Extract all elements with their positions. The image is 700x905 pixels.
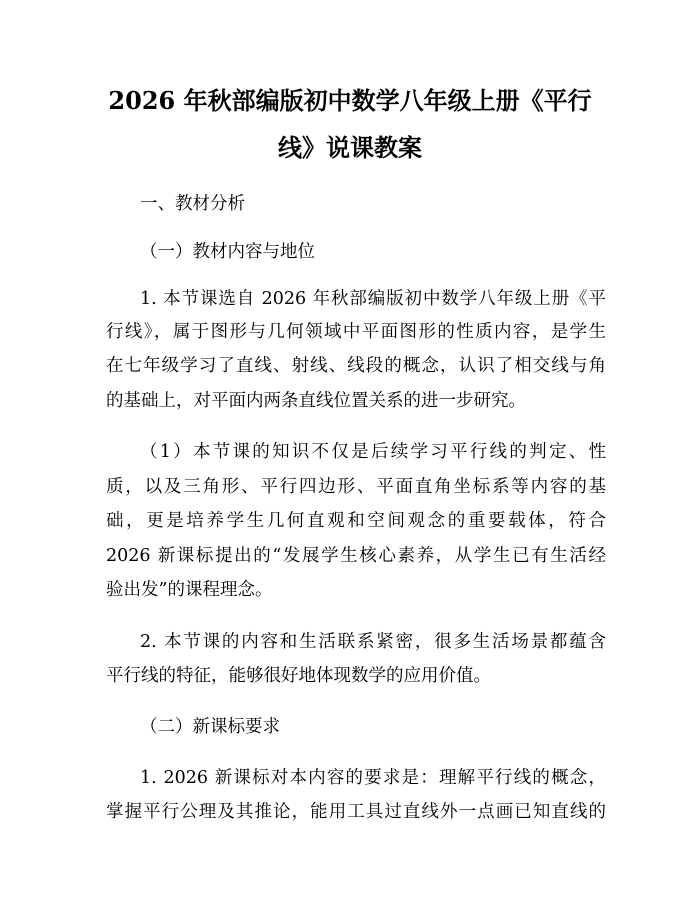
subsection-heading-curriculum-standards: （二）新课标要求 [140, 717, 280, 737]
paragraph-4-line-1: 1. 2026 新课标对本内容的要求是：理解平行线的概念， [140, 768, 606, 788]
section-heading-textbook-analysis: 一、教材分析 [140, 194, 245, 214]
paragraph-1-line-4: 的基础上，对平面内两条直线位置关系的进一步研究。 [106, 391, 526, 411]
paragraph-1-line-2: 行线》，属于图形与几何领域中平面图形的性质内容，是学生 [106, 322, 606, 342]
document-title-line-1: 2026 年秋部编版初中数学八年级上册《平行 [108, 86, 592, 115]
paragraph-2-line-2: 质，以及三角形、平行四边形、平面直角坐标系等内容的基 [106, 477, 606, 497]
paragraph-3-line-1: 2. 本节课的内容和生活联系紧密，很多生活场景都蕴含 [140, 632, 606, 652]
paragraph-2-line-1: （1）本节课的知识不仅是后续学习平行线的判定、性 [140, 442, 606, 462]
paragraph-3-line-2: 平行线的特征，能够很好地体现数学的应用价值。 [106, 666, 491, 686]
paragraph-2-line-4: 2026 新课标提出的“发展学生核心素养，从学生已有生活经 [106, 546, 606, 566]
paragraph-2-line-3: 础，更是培养学生几何直观和空间观念的重要载体，符合 [106, 511, 606, 531]
subsection-heading-content-status: （一）教材内容与地位 [140, 242, 315, 262]
paragraph-2-line-5: 验出发”的课程理念。 [106, 580, 273, 600]
paragraph-4-line-2: 掌握平行公理及其推论，能用工具过直线外一点画已知直线的 [106, 802, 606, 822]
paragraph-1-line-3: 在七年级学习了直线、射线、线段的概念，认识了相交线与角 [106, 356, 606, 376]
document-title-line-2: 线》说课教案 [278, 133, 422, 162]
paragraph-1-line-1: 1. 本节课选自 2026 年秋部编版初中数学八年级上册《平 [140, 289, 606, 309]
